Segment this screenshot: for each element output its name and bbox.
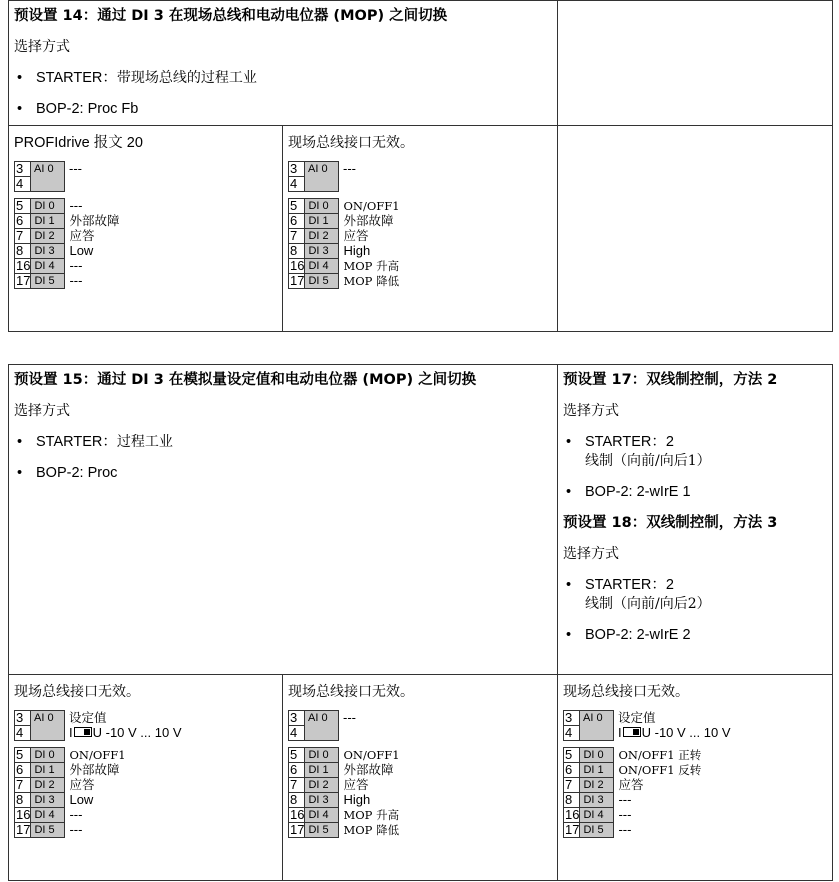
preset-14-bullet-starter [14, 63, 557, 94]
text: 预设置 18：双线制控制，方法 3 [563, 515, 778, 531]
preset-18-bullet-starter-sub: 线制（向前/向后2） [585, 596, 711, 612]
terminal-description [65, 229, 120, 244]
terminal-number: 16 [565, 807, 580, 822]
text: 选择方式 [14, 39, 70, 55]
terminal-description [65, 726, 182, 741]
terminal-number: 7 [15, 778, 31, 793]
terminal-signal: AI 0 [305, 711, 339, 741]
terminal-signal: AI 0 [31, 711, 65, 741]
terminal-signal: DI 3 [305, 793, 339, 808]
terminal-number: 5 [289, 748, 305, 763]
text: 现场总线接口无效。 [563, 684, 689, 700]
terminal-signal: DI 5 [31, 823, 65, 838]
terminal-description: --- [343, 160, 356, 176]
terminal-row [15, 244, 120, 259]
preset-14-left-terminal-cell [9, 126, 283, 332]
terminal-text: ON/OFF1 [343, 747, 400, 762]
terminal-row [289, 274, 401, 289]
terminal-row [289, 823, 401, 838]
terminal-signal: DI 5 [31, 274, 65, 289]
preset-17-select-label [563, 396, 832, 427]
terminal-description [614, 726, 731, 741]
terminal-number: 8 [15, 244, 31, 259]
terminal-description [339, 214, 400, 229]
terminal-number: 6 [15, 763, 31, 778]
preset-15-header-cell [9, 365, 558, 675]
terminal-description [65, 763, 126, 778]
terminal-signal: DI 1 [580, 763, 614, 778]
terminal-description [65, 778, 126, 793]
terminal-block [288, 710, 557, 838]
terminal-description: --- [69, 257, 83, 273]
terminal-signal: DI 4 [305, 808, 339, 823]
terminal-number: 6 [289, 214, 305, 229]
preset-14-bullet-bop2 [14, 94, 557, 125]
preset-14-table [8, 0, 833, 332]
terminal-description: High [343, 791, 371, 807]
terminal-description [339, 763, 400, 778]
terminal-signal: DI 1 [305, 214, 339, 229]
text: STARTER： [36, 70, 117, 86]
terminal-number: 4 [564, 726, 580, 741]
terminal-number: 3 [564, 711, 580, 726]
terminal-number: 17 [16, 273, 31, 288]
terminal-description: Low [69, 242, 94, 258]
terminal-row [289, 162, 357, 177]
preset-17-title [563, 365, 832, 396]
preset-15-left-caption [14, 681, 282, 703]
preset-18-terminal-cell [558, 675, 833, 881]
terminal-row [564, 778, 702, 793]
preset-17-bullet-starter-sub: 线制（向前/向后1） [585, 453, 711, 469]
preset-18-bullet-starter [563, 570, 832, 601]
terminal-row [564, 793, 702, 808]
terminal-description [339, 259, 400, 274]
terminal-text: 外部故障 [343, 761, 394, 777]
terminal-table [288, 747, 401, 838]
terminal-number: 17 [565, 822, 580, 837]
terminal-signal: DI 5 [305, 274, 339, 289]
terminal-number: 7 [15, 229, 31, 244]
terminal-block [14, 710, 282, 838]
terminal-text: MOP 降低 [343, 822, 400, 837]
terminal-text: I [69, 724, 73, 740]
terminal-row [15, 711, 182, 726]
terminal-description [65, 711, 182, 726]
terminal-description: --- [618, 791, 632, 807]
terminal-row [289, 711, 357, 726]
terminal-table [14, 747, 127, 838]
text: PROFIdrive 报文 20 [14, 135, 143, 151]
terminal-signal: DI 4 [31, 259, 65, 274]
terminal-description: High [343, 242, 371, 258]
terminal-number: 4 [15, 177, 31, 192]
terminal-description [339, 229, 400, 244]
terminal-text: I [618, 724, 622, 740]
terminal-text: U -10 V ... 10 V [92, 724, 182, 740]
terminal-row [289, 259, 401, 274]
terminal-description [339, 274, 400, 289]
terminal-signal: DI 0 [31, 748, 65, 763]
preset-15-left-terminal-cell [9, 675, 283, 881]
terminal-row [564, 711, 731, 726]
terminal-signal: DI 2 [305, 778, 339, 793]
preset-17-bullet-bop2 [563, 477, 832, 508]
terminal-description [614, 778, 702, 793]
preset-18-select-label [563, 539, 832, 570]
terminal-row [564, 763, 702, 778]
terminal-table [563, 747, 702, 838]
terminal-table [14, 161, 83, 192]
terminal-signal: DI 1 [305, 763, 339, 778]
preset-15-right-terminal-cell [283, 675, 558, 881]
terminal-text: ON/OFF1 [69, 747, 126, 762]
terminal-number: 8 [15, 793, 31, 808]
terminal-text: 应答 [343, 776, 369, 792]
terminal-text: 设定值 [618, 709, 656, 725]
text: 带现场总线的过程工业 [116, 70, 257, 86]
terminal-description [339, 808, 400, 823]
terminal-table [14, 710, 182, 741]
text: 现场总线接口无效。 [14, 684, 140, 700]
preset-15-bullet-bop2 [14, 458, 557, 489]
terminal-row [289, 199, 401, 214]
terminal-row [289, 244, 401, 259]
terminal-number: 4 [289, 177, 305, 192]
terminal-block [14, 161, 282, 289]
terminal-number: 7 [564, 778, 580, 793]
terminal-row [564, 748, 702, 763]
terminal-number: 7 [289, 778, 305, 793]
terminal-row [15, 162, 83, 177]
table-row [9, 1, 833, 126]
terminal-text: 外部故障 [343, 212, 394, 228]
preset-14-empty-cell [558, 1, 833, 126]
terminal-signal: DI 4 [580, 808, 614, 823]
terminal-text: 应答 [69, 776, 95, 792]
terminal-description [65, 177, 83, 192]
terminal-number: 6 [289, 763, 305, 778]
preset-15-select-label [14, 396, 557, 427]
terminal-description: --- [69, 821, 83, 837]
text: 过程工业 [116, 434, 173, 450]
terminal-text: 应答 [343, 227, 369, 243]
terminal-signal: DI 0 [580, 748, 614, 763]
terminal-description [65, 214, 120, 229]
terminal-text: 应答 [618, 776, 644, 792]
terminal-description [339, 778, 400, 793]
terminal-text: MOP 降低 [343, 273, 400, 288]
preset-15-17-18-table [8, 364, 833, 881]
text: 预设置 17：双线制控制，方法 2 [563, 372, 778, 388]
preset-15-title [14, 365, 557, 396]
terminal-signal: AI 0 [31, 162, 65, 192]
terminal-number: 4 [289, 726, 305, 741]
preset-14-left-caption [14, 132, 282, 154]
terminal-text: ON/OFF1 反转 [618, 762, 702, 777]
terminal-number: 17 [16, 822, 31, 837]
text: BOP-2: 2-wIrE 1 [585, 484, 691, 500]
terminal-number: 5 [15, 748, 31, 763]
terminal-text: ON/OFF1 正转 [618, 747, 702, 762]
terminal-row [289, 214, 401, 229]
terminal-number: 5 [289, 199, 305, 214]
terminal-description [339, 726, 357, 741]
terminal-number: 6 [15, 214, 31, 229]
text: BOP-2: Proc Fb [36, 101, 139, 117]
preset-15-bullet-starter [14, 427, 557, 458]
text: 预设置 14：通过 DI 3 在现场总线和电动电位器 (MOP) 之间切换 [14, 8, 448, 24]
text: BOP-2: 2-wIrE 2 [585, 627, 691, 643]
terminal-number: 5 [564, 748, 580, 763]
preset-14-header-cell [9, 1, 558, 126]
terminal-description [614, 711, 731, 726]
terminal-row [289, 763, 401, 778]
terminal-row [289, 793, 401, 808]
terminal-row [289, 778, 401, 793]
terminal-row [15, 229, 120, 244]
terminal-text: 外部故障 [69, 212, 120, 228]
terminal-block [288, 161, 557, 289]
terminal-number: 3 [15, 711, 31, 726]
preset-14-right-caption [288, 132, 557, 154]
terminal-row [564, 823, 702, 838]
table-row [9, 365, 833, 675]
terminal-number: 3 [289, 162, 305, 177]
terminal-row [15, 274, 120, 289]
terminal-number: 17 [290, 273, 305, 288]
terminal-row [15, 763, 127, 778]
terminal-signal: DI 0 [31, 199, 65, 214]
terminal-number: 3 [15, 162, 31, 177]
terminal-row [564, 808, 702, 823]
text: 选择方式 [14, 403, 70, 419]
terminal-signal: DI 3 [31, 793, 65, 808]
terminal-number: 16 [290, 807, 305, 822]
preset-18-caption [563, 681, 832, 703]
text: STARTER： [36, 434, 117, 450]
terminal-number: 16 [16, 807, 31, 822]
terminal-description [614, 763, 702, 778]
terminal-number: 4 [15, 726, 31, 741]
terminal-number: 17 [290, 822, 305, 837]
terminal-signal: DI 1 [31, 214, 65, 229]
terminal-table [14, 198, 120, 289]
terminal-row [15, 793, 127, 808]
terminal-signal: AI 0 [580, 711, 614, 741]
terminal-description [339, 748, 400, 763]
terminal-description [614, 748, 702, 763]
terminal-row [15, 748, 127, 763]
text: STARTER：2 [585, 434, 674, 450]
terminal-signal: DI 4 [305, 259, 339, 274]
terminal-signal: DI 1 [31, 763, 65, 778]
terminal-signal: DI 2 [31, 229, 65, 244]
table-row [9, 675, 833, 881]
terminal-signal: DI 4 [31, 808, 65, 823]
terminal-number: 8 [289, 793, 305, 808]
terminal-row [289, 229, 401, 244]
terminal-number: 5 [15, 199, 31, 214]
terminal-text: 外部故障 [69, 761, 120, 777]
terminal-row [15, 778, 127, 793]
preset-17-bullet-starter [563, 427, 832, 458]
terminal-block [563, 710, 832, 838]
terminal-description [339, 823, 400, 838]
terminal-row [15, 259, 120, 274]
text: 现场总线接口无效。 [288, 684, 414, 700]
terminal-text: U -10 V ... 10 V [641, 724, 731, 740]
terminal-text: 设定值 [69, 709, 107, 725]
terminal-row [15, 214, 120, 229]
preset-14-select-label [14, 32, 557, 63]
terminal-table [288, 710, 357, 741]
preset-18-bullet-bop2 [563, 620, 832, 651]
terminal-signal: DI 0 [305, 748, 339, 763]
terminal-number: 3 [289, 711, 305, 726]
terminal-text: MOP 升高 [343, 807, 400, 822]
terminal-description: --- [343, 709, 356, 725]
terminal-number: 8 [289, 244, 305, 259]
terminal-signal: DI 2 [305, 229, 339, 244]
terminal-number: 16 [290, 258, 305, 273]
terminal-description: --- [618, 821, 632, 837]
preset-14-right-terminal-cell [283, 126, 558, 332]
terminal-table [563, 710, 731, 741]
terminal-row [15, 823, 127, 838]
terminal-number: 6 [564, 763, 580, 778]
terminal-description [65, 748, 126, 763]
text: 选择方式 [563, 546, 619, 562]
terminal-signal: DI 0 [305, 199, 339, 214]
terminal-description: --- [69, 806, 83, 822]
text: 选择方式 [563, 403, 619, 419]
terminal-description: --- [69, 272, 83, 288]
table-row [9, 126, 833, 332]
preset-15-right-caption [288, 681, 557, 703]
terminal-description: Low [69, 791, 94, 807]
preset-17-18-header-cell [558, 365, 833, 675]
terminal-signal: DI 3 [580, 793, 614, 808]
terminal-row [15, 808, 127, 823]
terminal-number: 16 [16, 258, 31, 273]
terminal-signal: DI 2 [580, 778, 614, 793]
current-voltage-switch-icon [623, 727, 641, 737]
terminal-table [288, 161, 357, 192]
text: BOP-2: Proc [36, 465, 118, 481]
terminal-text: 应答 [69, 227, 95, 243]
terminal-signal: AI 0 [305, 162, 339, 192]
terminal-number: 8 [564, 793, 580, 808]
terminal-signal: DI 2 [31, 778, 65, 793]
terminal-description: --- [69, 160, 82, 176]
terminal-description [339, 177, 357, 192]
terminal-description [339, 199, 400, 214]
terminal-text: ON/OFF1 [343, 198, 400, 213]
terminal-table [288, 198, 401, 289]
terminal-description: --- [69, 197, 83, 213]
terminal-signal: DI 3 [305, 244, 339, 259]
text: 现场总线接口无效。 [288, 135, 414, 151]
terminal-number: 7 [289, 229, 305, 244]
text: 预设置 15：通过 DI 3 在模拟量设定值和电动电位器 (MOP) 之间切换 [14, 372, 477, 388]
preset-18-title [563, 508, 832, 539]
terminal-text: MOP 升高 [343, 258, 400, 273]
current-voltage-switch-icon [74, 727, 92, 737]
terminal-signal: DI 5 [580, 823, 614, 838]
terminal-row [289, 748, 401, 763]
terminal-signal: DI 3 [31, 244, 65, 259]
terminal-row [15, 199, 120, 214]
preset-14-title [14, 1, 557, 32]
preset-14-empty-lower-cell [558, 126, 833, 332]
terminal-signal: DI 5 [305, 823, 339, 838]
terminal-row [289, 808, 401, 823]
text: STARTER：2 [585, 577, 674, 593]
terminal-description: --- [618, 806, 632, 822]
